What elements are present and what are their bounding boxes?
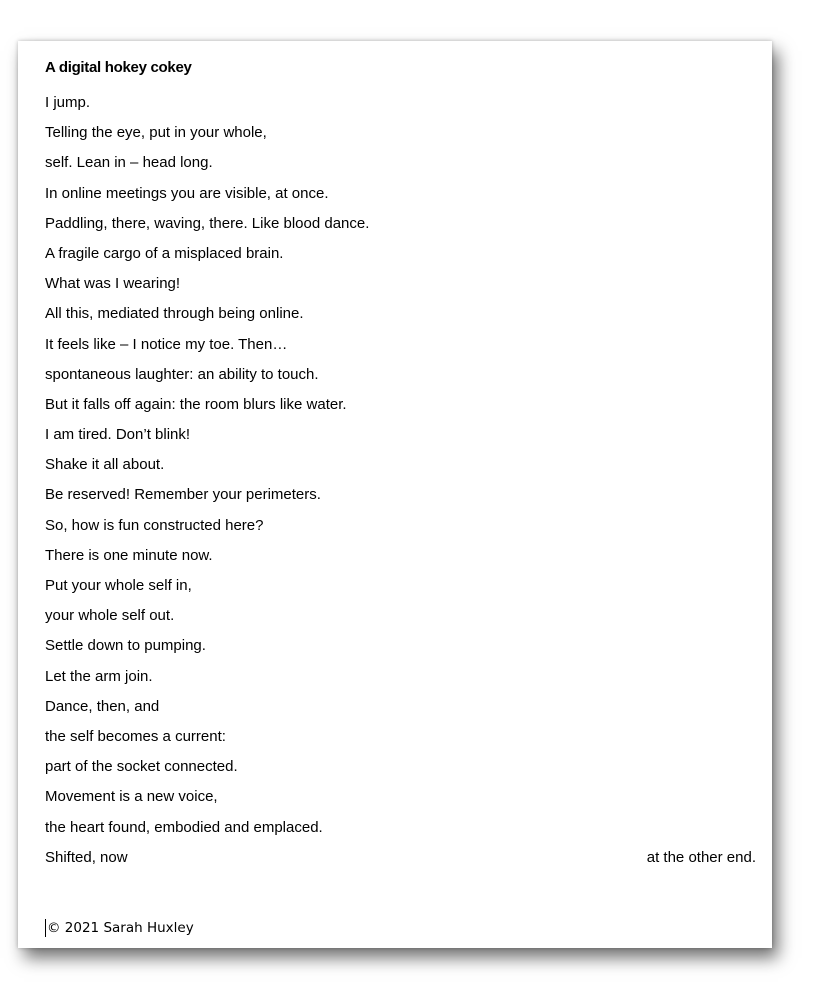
poem-last-line-left: Shifted, now: [45, 848, 128, 866]
poem-line: Be reserved! Remember your perimeters.: [45, 486, 321, 504]
poem-line: All this, mediated through being online.: [45, 305, 304, 323]
poem-line: your whole self out.: [45, 607, 175, 625]
poem-line: part of the socket connected.: [45, 758, 238, 776]
poem-line: A fragile cargo of a misplaced brain.: [45, 244, 284, 262]
document-page: [18, 41, 772, 948]
poem-line: It feels like – I notice my toe. Then…: [45, 335, 288, 353]
poem-line: Settle down to pumping.: [45, 637, 206, 655]
poem-line: the self becomes a current:: [45, 727, 226, 745]
poem-line: What was I wearing!: [45, 275, 181, 293]
poem-line: spontaneous laughter: an ability to touch.: [45, 365, 319, 383]
copyright-notice[interactable]: © 2021 Sarah Huxley: [47, 920, 194, 936]
poem-line: I jump.: [45, 94, 91, 111]
poem-line: But it falls off again: the room blurs like water.: [45, 395, 347, 413]
poem-line: I am tired. Don’t blink!: [45, 426, 191, 444]
poem-line: Put your whole self in,: [45, 577, 192, 594]
poem-line: Let the arm join.: [45, 667, 153, 685]
poem-line: There is one minute now.: [45, 546, 213, 564]
poem-body: [45, 93, 760, 878]
poem-title: A digital hokey cokey: [45, 59, 192, 76]
poem-line: Shake it all about.: [45, 456, 165, 474]
poem-line: So, how is fun constructed here?: [45, 516, 264, 534]
poem-line: self. Lean in – head long.: [45, 154, 213, 172]
poem-last-line: [45, 848, 760, 878]
poem-last-line-right: at the other end.: [646, 848, 756, 866]
poem-line: Paddling, there, waving, there. Like blood dance.: [45, 214, 370, 232]
poem-line: Dance, then, and: [45, 697, 160, 715]
poem-line: Movement is a new voice,: [45, 788, 218, 806]
poem-line: Telling the eye, put in your whole,: [45, 124, 267, 142]
poem-line: In online meetings you are visible, at once.: [45, 184, 329, 202]
poem-line: the heart found, embodied and emplaced.: [45, 818, 323, 836]
